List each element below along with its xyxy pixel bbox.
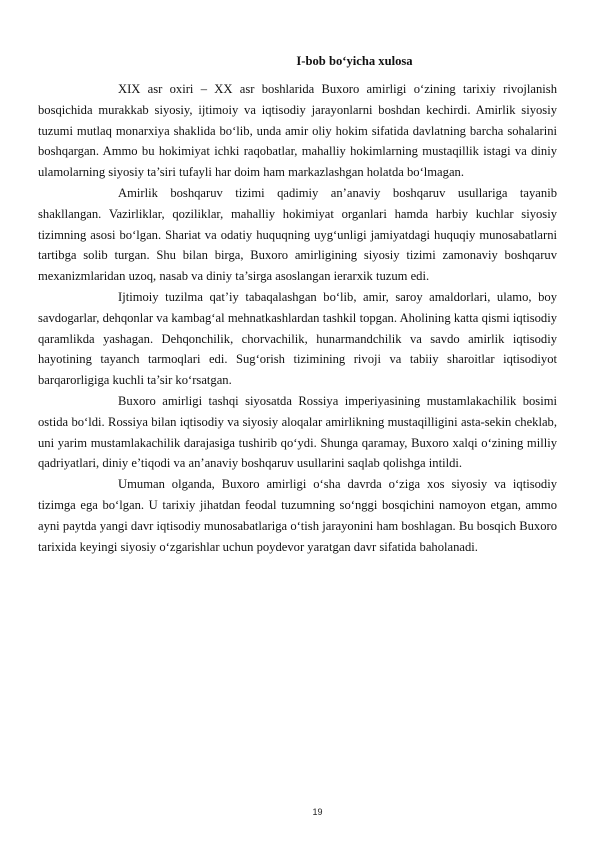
page-number: 19: [312, 807, 323, 817]
paragraph: [38, 474, 557, 557]
paragraph: [38, 183, 557, 287]
paragraph-text: Ijtimoiy tuzilma qat’iy tabaqalashgan bo‘lib, amir, saroy amaldorlari, ulamo, boy savdogarlar, dehqonlar va kambag‘al mehnatkashlardan tashkil topgan. Aholining katta qismi iqtisodiy qaramlikda yashagan. Dehqonchilik, chorvachilik, hunarmandchilik va savdo amirlik iqtisodiy hayotining tayanch tarmoqlari edi. Sug‘orish tizimining rivoji va tabiiy sharoitlar iqtisodiyot barqarorligiga kuchli ta’sir ko‘rsatgan.: [38, 289, 557, 388]
paragraph-text: Umuman olganda, Buxoro amirligi o‘sha davrda o‘ziga xos siyosiy va iqtisodiy tizimga ega bo‘lgan. U tarixiy jihatdan feodal tuzumning so‘nggi bosqichini namoyon etgan, ammo ayni paytda yangi davr iqtisodiy munosabatlariga o‘tish jarayonini ham boshlagan. Bu bosqich Buxoro tarixida keyingi siyosiy o‘zgarishlar uchun poydevor yaratgan davr sifatida baholanadi.: [38, 477, 557, 554]
paragraph-text: XIX asr oxiri – XX asr boshlarida Buxoro amirligi o‘zining tarixiy rivojlanish bosqichida murakkab siyosiy, ijtimoiy va iqtisodiy jarayonlarni boshdan kechirdi. Amirlik siyosiy tuzumi mutlaq monarxiya shaklida bo‘lib, unda amir oliy hokim sifatida davlatning barcha sohalarini boshqargan. Ammo bu hokimiyat ichki raqobatlar, mahalliy hokimlarning mustaqillik istagi va diniy ulamolarning siyosiy ta’siri tufayli har doim ham markazlashgan holatda bo‘lmagan.: [38, 82, 557, 180]
paragraph: [38, 391, 557, 474]
paragraph: [38, 287, 557, 391]
paragraph-text: Amirlik boshqaruv tizimi qadimiy an’anaviy boshqaruv usullariga tayanib shakllangan. Vazirliklar, qoziliklar, mahalliy hokimiyat organlari hamda harbiy kuchlar siyosiy tizimning asosi bo‘lgan. Shariat va odatiy huquqning uyg‘unligi jamiyatdagi huquqiy munosabatlarni tartibga solib turgan. Shu bilan birga, Buxoro amirligining siyosiy tizimi zamonaviy boshqaruv mexanizmlaridan uzoq, nasab va diniy ta’sirga asoslangan ierarxik tuzum edi.: [38, 185, 557, 284]
paragraph: [38, 79, 557, 183]
section-title: I-bob bo‘yicha xulosa: [296, 54, 413, 68]
paragraph-text: Buxoro amirligi tashqi siyosatda Rossiya imperiyasining mustamlakachilik bosimi ostida bo‘ldi. Rossiya bilan iqtisodiy va siyosiy aloqalar amirlikning mustaqilligini asta-sekin cheklab, uni yarim mustamlakachilik darajasiga tushirib qo‘ydi. Shunga qaramay, Buxoro xalqi o‘zining milliy qadriyatlari, diniy e’tiqodi va an’anaviy boshqaruv usullarini saqlab qolishga intildi.: [38, 393, 557, 471]
